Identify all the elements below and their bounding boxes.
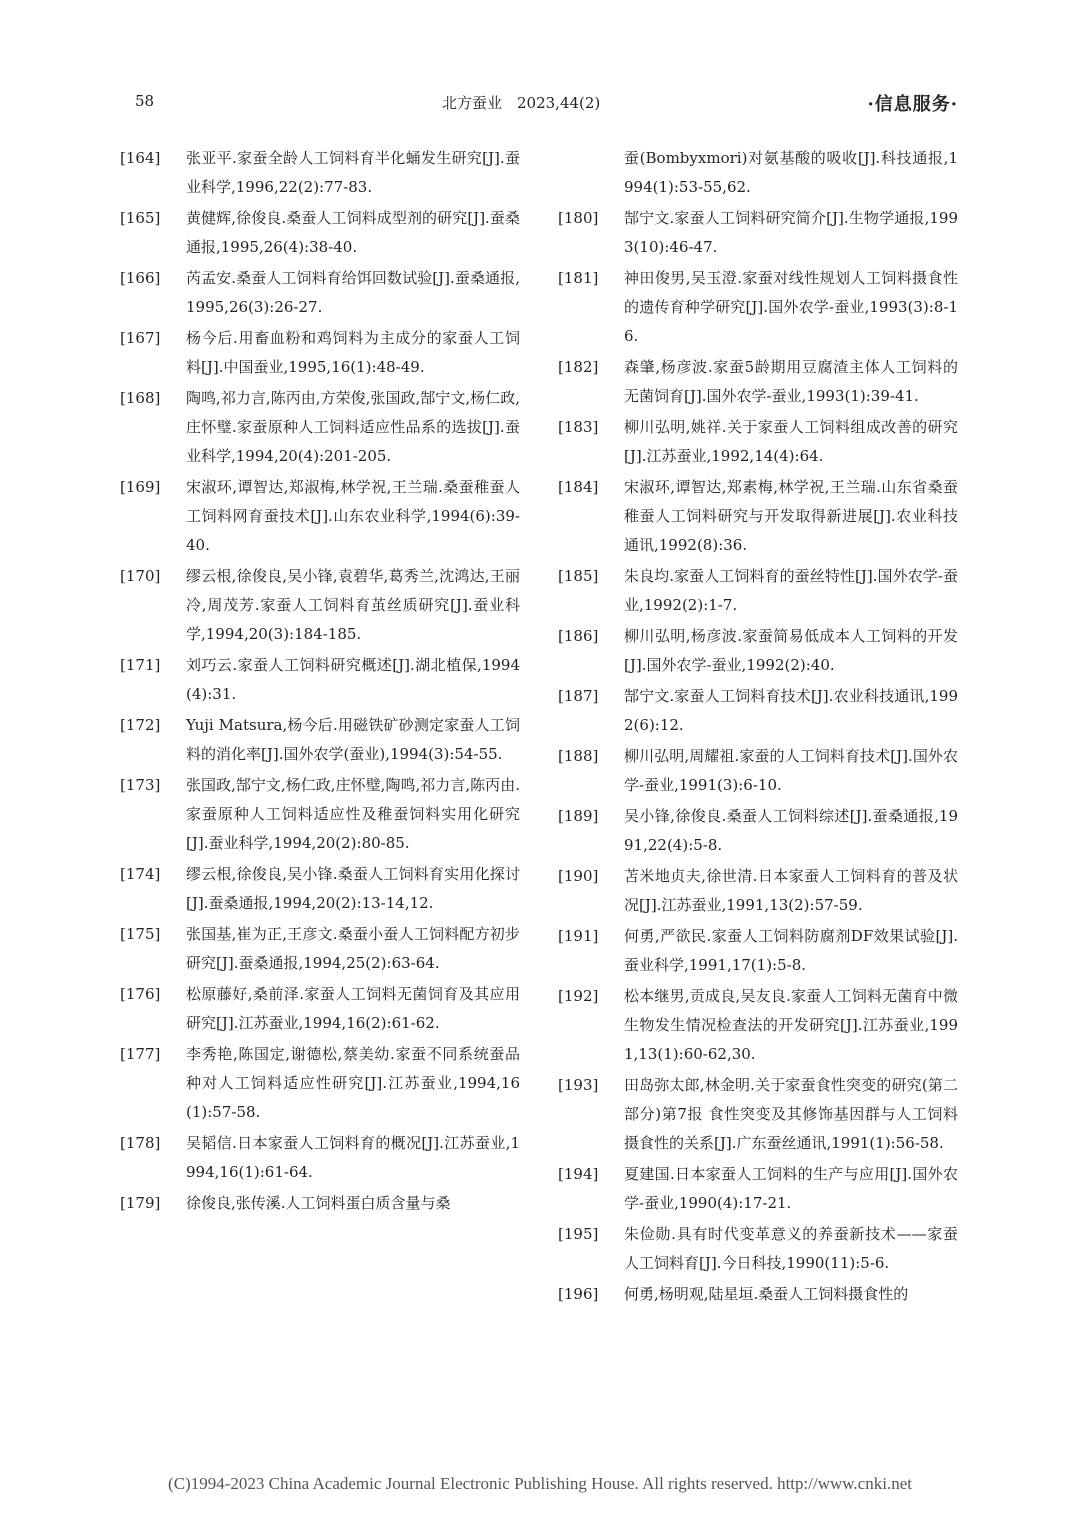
reference-text: 宋淑环,谭智达,郑素梅,林学祝,王兰瑞.山东省桑蚕稚蚕人工饲料研究与开发取得新进展[J].农业科技通讯,1992(8):36.: [624, 478, 958, 554]
reference-text: 徐俊良,张传溪.人工饲料蛋白质含量与桑: [186, 1194, 451, 1212]
reference-item: [558, 922, 958, 980]
journal-citation: 北方蚕业 2023,44(2): [442, 94, 601, 112]
reference-number: [189]: [558, 807, 599, 825]
reference-item: [120, 562, 520, 649]
reference-item: [558, 204, 958, 262]
reference-text: 张亚平.家蚕全龄人工饲料育半化蛹发生研究[J].蚕业科学,1996,22(2):77-83.: [186, 149, 520, 196]
reference-item: [558, 742, 958, 800]
reference-item: [558, 353, 958, 411]
reference-item: [120, 651, 520, 709]
reference-item: [558, 802, 958, 860]
reference-text: 宋淑环,谭智达,郑淑梅,林学祝,王兰瑞.桑蚕稚蚕人工饲料网育蚕技术[J].山东农业科学,1994(6):39-40.: [186, 478, 520, 554]
reference-number: [173]: [120, 776, 161, 794]
reference-text: 杨今后.用畜血粉和鸡饲料为主成分的家蚕人工饲料[J].中国蚕业,1995,16(1):48-49.: [186, 329, 520, 376]
reference-item: [120, 1129, 520, 1187]
reference-number: [174]: [120, 865, 161, 883]
reference-item: [120, 324, 520, 382]
reference-text: 李秀艳,陈国定,谢德松,蔡美幼.家蚕不同系统蚕品种对人工饲料适应性研究[J].江苏蚕业,1994,16(1):57-58.: [186, 1045, 520, 1121]
reference-text: 缪云根,徐俊良,吴小锋,袁碧华,葛秀兰,沈鸿达,王丽冷,周茂芳.家蚕人工饲料育茧丝质研究[J].蚕业科学,1994,20(3):184-185.: [186, 567, 520, 643]
reference-number: [178]: [120, 1134, 161, 1152]
page-number: 58: [135, 92, 155, 110]
reference-text: 神田俊男,吴玉澄.家蚕对线性规划人工饲料摄食性的遗传育种学研究[J].国外农学-蚕业,1993(3):8-16.: [624, 269, 958, 345]
reference-text: 刘巧云.家蚕人工饲料研究概述[J].湖北植保,1994(4):31.: [186, 656, 520, 703]
reference-item: [558, 982, 958, 1069]
reference-item: [120, 1040, 520, 1127]
reference-item: [120, 384, 520, 471]
reference-item: [120, 920, 520, 978]
reference-text: 松本继男,贡成良,吴友良.家蚕人工饲料无菌育中微生物发生情况检查法的开发研究[J].江苏蚕业,1991,13(1):60-62,30.: [624, 987, 958, 1063]
reference-item: [558, 682, 958, 740]
reference-number: [188]: [558, 747, 599, 765]
reference-text: 朱俭勋.具有时代变革意义的养蚕新技术——家蚕人工饲料育[J].今日科技,1990(11):5-6.: [624, 1225, 958, 1272]
reference-number: [172]: [120, 716, 161, 734]
references-right-column: [558, 144, 958, 1311]
reference-text: 柳川弘明,姚祥.关于家蚕人工饲料组成改善的研究[J].江苏蚕业,1992,14(4):64.: [624, 418, 958, 465]
reference-number: [186]: [558, 627, 599, 645]
page-header: [0, 92, 1080, 116]
reference-item: [120, 473, 520, 560]
reference-number: [179]: [120, 1194, 161, 1212]
reference-number: [171]: [120, 656, 161, 674]
reference-number: [184]: [558, 478, 599, 496]
reference-text: 郜宁文.家蚕人工饲料育技术[J].农业科技通讯,1992(6):12.: [624, 687, 958, 734]
reference-continuation: 蚕(Bombyxmori)对氨基酸的吸收[J].科技通报,1994(1):53-55,62.: [624, 149, 958, 196]
reference-number: [168]: [120, 389, 161, 407]
reference-number: [176]: [120, 985, 161, 1003]
reference-item: [120, 264, 520, 322]
reference-number: [187]: [558, 687, 599, 705]
reference-number: [194]: [558, 1165, 599, 1183]
reference-number: [177]: [120, 1045, 161, 1063]
reference-text: 柳川弘明,杨彦波.家蚕简易低成本人工饲料的开发[J].国外农学-蚕业,1992(2):40.: [624, 627, 958, 674]
reference-item: [120, 860, 520, 918]
reference-text: 黄健辉,徐俊良.桑蚕人工饲料成型剂的研究[J].蚕桑通报,1995,26(4):38-40.: [186, 209, 520, 256]
reference-text: 森肇,杨彦波.家蚕5龄期用豆腐渣主体人工饲料的无菌饲育[J].国外农学-蚕业,1993(1):39-41.: [624, 358, 958, 405]
reference-text: 夏建国.日本家蚕人工饲料的生产与应用[J].国外农学-蚕业,1990(4):17-21.: [624, 1165, 958, 1212]
reference-number: [193]: [558, 1076, 599, 1094]
reference-text: 朱良均.家蚕人工饲料育的蚕丝特性[J].国外农学-蚕业,1992(2):1-7.: [624, 567, 958, 614]
reference-number: [191]: [558, 927, 599, 945]
reference-text: 郜宁文.家蚕人工饲料研究简介[J].生物学通报,1993(10):46-47.: [624, 209, 958, 256]
copyright-footer: (C)1994-2023 China Academic Journal Electronic Publishing House. All rights reserved. http://www.cnki.net: [168, 1474, 912, 1493]
reference-number: [175]: [120, 925, 161, 943]
section-title: ·信息服务·: [867, 94, 958, 115]
reference-number: [164]: [120, 149, 161, 167]
reference-item: [120, 1189, 520, 1218]
reference-text: 芮孟安.桑蚕人工饲料育给饵回数试验[J].蚕桑通报,1995,26(3):26-27.: [186, 269, 520, 316]
reference-text: 何勇,杨明观,陆星垣.桑蚕人工饲料摄食性的: [624, 1285, 909, 1303]
reference-text: 张国基,崔为正,王彦文.桑蚕小蚕人工饲料配方初步研究[J].蚕桑通报,1994,25(2):63-64.: [186, 925, 520, 972]
reference-number: [185]: [558, 567, 599, 585]
reference-number: [167]: [120, 329, 161, 347]
reference-item: [558, 622, 958, 680]
reference-number: [165]: [120, 209, 161, 227]
reference-item: [558, 562, 958, 620]
reference-number: [195]: [558, 1225, 599, 1243]
reference-item: [558, 413, 958, 471]
reference-text: 松原藤好,桑前泽.家蚕人工饲料无菌饲育及其应用研究[J].江苏蚕业,1994,16(2):61-62.: [186, 985, 520, 1032]
reference-text: 吴韬信.日本家蚕人工饲料育的概况[J].江苏蚕业,1994,16(1):61-64.: [186, 1134, 520, 1181]
reference-text: 张国政,郜宁文,杨仁政,庄怀璧,陶鸣,祁力言,陈丙由.家蚕原种人工饲料适应性及稚蚕饲料实用化研究[J].蚕业科学,1994,20(2):80-85.: [186, 776, 520, 852]
reference-text: 缪云根,徐俊良,吴小锋.桑蚕人工饲料育实用化探讨[J].蚕桑通报,1994,20(2):13-14,12.: [186, 865, 520, 912]
reference-item: [558, 264, 958, 351]
reference-item: [558, 1160, 958, 1218]
reference-number: [170]: [120, 567, 161, 585]
reference-number: [180]: [558, 209, 599, 227]
reference-number: [169]: [120, 478, 161, 496]
reference-text: 陶鸣,祁力言,陈丙由,方荣俊,张国政,郜宁文,杨仁政,庄怀璧.家蚕原种人工饲料适应性品系的选拔[J].蚕业科学,1994,20(4):201-205.: [186, 389, 520, 465]
reference-item: [120, 771, 520, 858]
reference-number: [190]: [558, 867, 599, 885]
reference-item: [558, 1071, 958, 1158]
reference-item: [120, 711, 520, 769]
reference-number: [182]: [558, 358, 599, 376]
reference-text: 苫米地贞夫,徐世清.日本家蚕人工饲料育的普及状况[J].江苏蚕业,1991,13(2):57-59.: [624, 867, 958, 914]
reference-item: [120, 980, 520, 1038]
references-left-column: [120, 144, 520, 1220]
reference-number: [196]: [558, 1285, 599, 1303]
reference-item: [120, 204, 520, 262]
reference-item: [558, 473, 958, 560]
reference-text: 吴小锋,徐俊良.桑蚕人工饲料综述[J].蚕桑通报,1991,22(4):5-8.: [624, 807, 958, 854]
reference-item: [558, 1280, 958, 1309]
reference-item: [558, 862, 958, 920]
reference-item: [558, 1220, 958, 1278]
reference-text: Yuji Matsura,杨今后.用磁铁矿砂测定家蚕人工饲料的消化率[J].国外农学(蚕业),1994(3):54-55.: [186, 716, 520, 763]
reference-item: [120, 144, 520, 202]
reference-text: 何勇,严欲民.家蚕人工饲料防腐剂DF效果试验[J].蚕业科学,1991,17(1):5-8.: [624, 927, 958, 974]
reference-text: 田岛弥太郎,林金明.关于家蚕食性突变的研究(第二部分)第7报 食性突变及其修饰基因群与人工饲料摄食性的关系[J].广东蚕丝通讯,1991(1):56-58.: [624, 1076, 958, 1152]
reference-number: [183]: [558, 418, 599, 436]
reference-text: 柳川弘明,周耀祖.家蚕的人工饲料育技术[J].国外农学-蚕业,1991(3):6-10.: [624, 747, 958, 794]
reference-number: [181]: [558, 269, 599, 287]
reference-number: [192]: [558, 987, 599, 1005]
reference-number: [166]: [120, 269, 161, 287]
